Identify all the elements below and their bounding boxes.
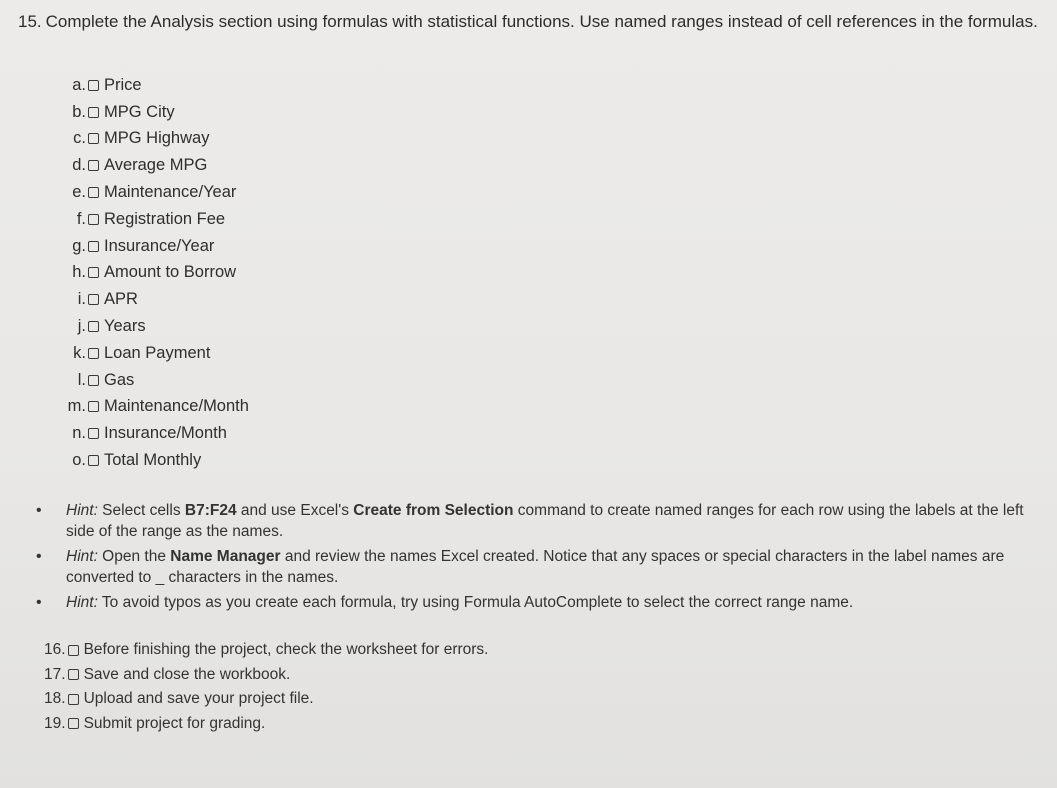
hint-text: and review the names Excel created. Notice that any spaces or special characters in the label names are converted to _ characters in the names. <box>66 548 1005 586</box>
subitem-label: Maintenance/Year <box>104 183 237 202</box>
step-label: Submit project for grading. <box>83 714 266 732</box>
step-number: 19. <box>44 714 66 732</box>
checkbox-icon[interactable] <box>88 214 99 225</box>
checkbox-icon[interactable] <box>88 80 99 91</box>
subitem-letter: n. <box>72 424 86 443</box>
checkbox-icon[interactable] <box>68 694 79 705</box>
hint-text: To avoid typos as you create each formula, try using Formula AutoComplete to select the correct range name. <box>97 594 854 611</box>
step-label: Upload and save your project file. <box>83 690 314 708</box>
subitem-letter: b. <box>72 102 86 121</box>
step-number: 16. <box>44 641 66 659</box>
subitem-label: Years <box>104 317 146 336</box>
hint-item <box>32 500 1042 542</box>
bullet-icon: • <box>36 594 42 611</box>
bullet-icon: • <box>36 548 42 565</box>
checkbox-icon[interactable] <box>68 645 79 656</box>
subitem-loan-payment <box>46 340 249 367</box>
subitem-average-mpg <box>46 152 249 179</box>
checkbox-icon[interactable] <box>88 375 99 386</box>
subitem-mpg-highway <box>46 126 249 153</box>
checkbox-icon[interactable] <box>88 267 99 278</box>
subitem-label: Gas <box>104 370 135 389</box>
subitem-label: Insurance/Month <box>104 424 227 443</box>
checkbox-icon[interactable] <box>88 348 99 359</box>
subitem-label: Maintenance/Month <box>104 397 249 416</box>
step-15-number: 15. <box>18 12 42 31</box>
subitem-letter: k. <box>73 343 86 362</box>
step-16 <box>44 638 488 663</box>
subitem-registration-fee <box>46 206 249 233</box>
subitem-label: Average MPG <box>104 156 208 175</box>
checkbox-icon[interactable] <box>88 294 99 305</box>
step-19 <box>44 712 488 737</box>
checkbox-icon[interactable] <box>88 401 99 412</box>
subitem-maintenance-year <box>46 179 249 206</box>
checkbox-icon[interactable] <box>68 718 79 729</box>
subitem-label: Registration Fee <box>104 209 226 228</box>
subitem-price <box>46 72 249 99</box>
subitem-label: Amount to Borrow <box>104 263 237 282</box>
analysis-sublist <box>46 72 249 474</box>
hint-text: and use Excel's <box>236 502 354 519</box>
subitem-letter: i. <box>77 290 86 309</box>
checkbox-icon[interactable] <box>88 321 99 332</box>
subitem-total-monthly <box>46 447 249 474</box>
subitem-maintenance-month <box>46 394 249 421</box>
step-label: Save and close the workbook. <box>83 665 291 683</box>
step-15 <box>18 10 1038 34</box>
step-number: 18. <box>44 690 66 708</box>
subitem-label: MPG Highway <box>104 129 210 148</box>
subitem-letter: e. <box>72 183 86 202</box>
subitem-letter: h. <box>72 263 86 282</box>
checkbox-icon[interactable] <box>88 241 99 252</box>
checkbox-icon[interactable] <box>88 187 99 198</box>
subitem-letter: g. <box>72 236 86 255</box>
hint-bold-text: Create from Selection <box>353 502 514 519</box>
checkbox-icon[interactable] <box>88 107 99 118</box>
subitem-letter: j. <box>77 317 86 336</box>
step-17 <box>44 663 488 688</box>
subitem-letter: l. <box>77 370 86 389</box>
subitem-years <box>46 313 249 340</box>
final-steps-list <box>44 638 488 736</box>
checkbox-icon[interactable] <box>88 133 99 144</box>
subitem-label: MPG City <box>104 102 175 121</box>
subitem-letter: o. <box>72 451 86 470</box>
subitem-label: Loan Payment <box>104 343 211 362</box>
hint-prefix: Hint: <box>66 548 98 565</box>
hint-bold-text: Name Manager <box>170 548 281 565</box>
step-number: 17. <box>44 665 66 683</box>
subitem-apr <box>46 286 249 313</box>
subitem-gas <box>46 367 249 394</box>
hint-bold-text: B7:F24 <box>184 502 237 519</box>
subitem-label: Insurance/Year <box>104 236 215 255</box>
checkbox-icon[interactable] <box>88 455 99 466</box>
checkbox-icon[interactable] <box>88 160 99 171</box>
checkbox-icon[interactable] <box>68 669 79 680</box>
hint-prefix: Hint: <box>66 594 98 611</box>
bullet-icon: • <box>36 502 42 519</box>
subitem-letter: c. <box>73 129 86 148</box>
checkbox-icon[interactable] <box>88 428 99 439</box>
subitem-label: Price <box>104 75 142 94</box>
subitem-letter: m. <box>67 397 86 416</box>
subitem-letter: d. <box>72 156 86 175</box>
subitem-label: Total Monthly <box>104 451 202 470</box>
subitem-insurance-year <box>46 233 249 260</box>
subitem-letter: a. <box>72 75 86 94</box>
hint-text: Select cells <box>97 502 185 519</box>
hint-text: Open the <box>97 548 171 565</box>
step-18 <box>44 687 488 712</box>
hints-list <box>32 500 1042 617</box>
step-label: Before finishing the project, check the worksheet for errors. <box>83 641 489 659</box>
subitem-label: APR <box>104 290 138 309</box>
hint-prefix: Hint: <box>66 502 98 519</box>
subitem-mpg-city <box>46 99 249 126</box>
step-15-text: Complete the Analysis section using formulas with statistical functions. Use named ranges instead of cell references in the formulas. <box>45 12 1038 31</box>
hint-text: command to create named ranges for each row using the labels at the left side of the range as the names. <box>66 502 1024 540</box>
hint-item <box>32 546 1042 588</box>
subitem-amount-to-borrow <box>46 260 249 287</box>
subitem-letter: f. <box>76 209 86 228</box>
subitem-insurance-month <box>46 420 249 447</box>
hint-item <box>32 592 1042 613</box>
